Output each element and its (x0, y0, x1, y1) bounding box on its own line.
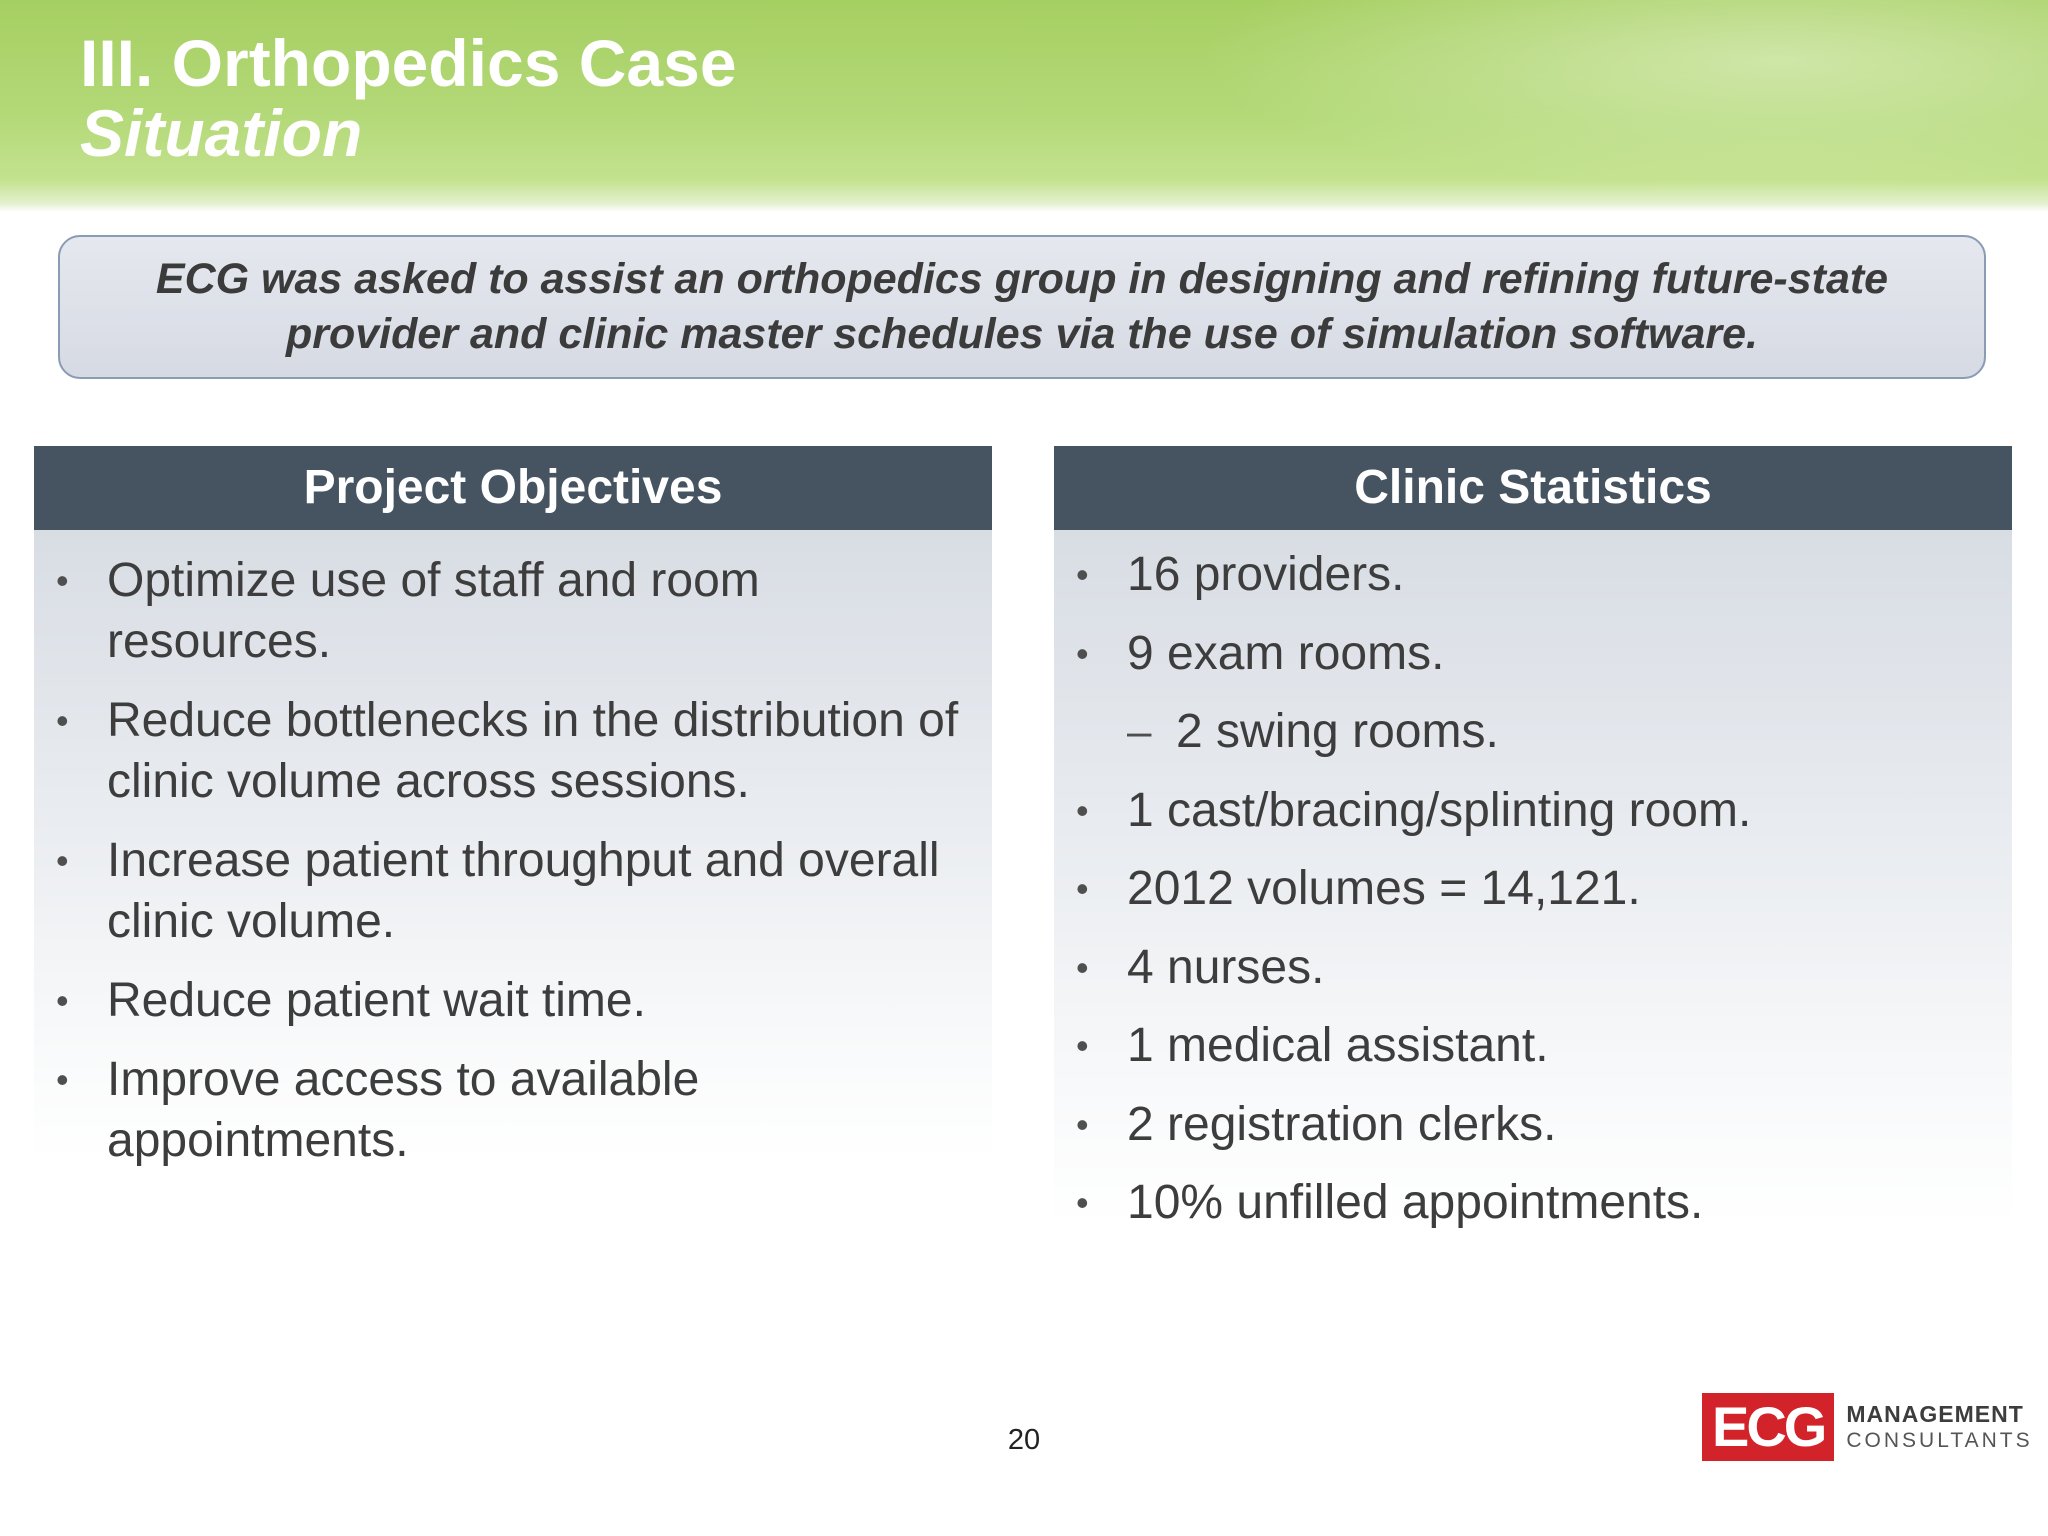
list-item (34, 970, 992, 1031)
project-objectives-heading: Project Objectives (34, 446, 992, 530)
statistic-text: 1 medical assistant. (1127, 1019, 1549, 1072)
list-item (1054, 1094, 2012, 1155)
statistic-text: 10% unfilled appointments. (1127, 1176, 1704, 1229)
bullet-icon: • (1076, 632, 1089, 674)
ecg-logo-mark: ECG (1702, 1393, 1834, 1461)
clinic-statistics-body (1054, 530, 2012, 1229)
list-item (1054, 858, 2012, 919)
logo-word-consultants: CONSULTANTS (1846, 1429, 2033, 1452)
bullet-icon: • (1076, 1025, 1089, 1066)
summary-box (58, 235, 1986, 379)
project-objectives-panel (34, 446, 992, 1167)
ecg-logo (1702, 1393, 2033, 1461)
slide-title (80, 28, 737, 168)
clinic-statistics-heading: Clinic Statistics (1054, 446, 2012, 530)
statistic-text: 16 providers. (1127, 548, 1405, 601)
statistic-text: 4 nurses. (1127, 940, 1325, 994)
list-item (34, 830, 992, 952)
bullet-icon: • (1076, 789, 1089, 831)
list-item (1054, 1015, 2012, 1076)
bullet-icon: • (1076, 1182, 1089, 1223)
statistic-text: 9 exam rooms. (1127, 626, 1445, 680)
statistic-text: 1 cast/bracing/splinting room. (1127, 783, 1752, 837)
bullet-icon: • (1076, 554, 1089, 595)
statistic-text: 2 registration clerks. (1127, 1097, 1557, 1151)
clinic-statistics-panel (1054, 446, 2012, 1229)
objective-text: Reduce bottlenecks in the distribution of clinic volume across sessions. (107, 694, 959, 808)
bullet-icon: • (56, 700, 69, 741)
list-item (1054, 1172, 2012, 1233)
bullet-icon: • (1076, 868, 1089, 909)
list-item (1054, 937, 2012, 998)
list-item (1054, 544, 2012, 605)
objective-text: Improve access to available appointments. (107, 1053, 700, 1167)
bullet-icon: • (56, 840, 69, 881)
header-sheen (1148, 0, 2048, 200)
statistic-text: 2012 volumes = 14,121. (1127, 862, 1641, 915)
clinic-statistics-list (1054, 544, 2012, 1233)
slide-title-text: III. Orthopedics Case (80, 26, 737, 100)
list-item (1054, 780, 2012, 841)
objective-text: Increase patient throughput and overall clinic volume. (107, 834, 940, 948)
list-item (1054, 701, 2012, 762)
bullet-icon: • (56, 980, 69, 1021)
objective-text: Optimize use of staff and room resources. (107, 554, 760, 668)
list-item (1054, 623, 2012, 684)
list-item (34, 690, 992, 812)
bullet-icon: • (1076, 946, 1089, 988)
logo-word-management: MANAGEMENT (1846, 1401, 2024, 1427)
page-number: 20 (1007, 1424, 1041, 1456)
bullet-icon: • (1076, 1103, 1089, 1145)
bullet-icon: • (56, 560, 69, 601)
statistic-text: 2 swing rooms. (1176, 705, 1499, 758)
objective-text: Reduce patient wait time. (107, 974, 646, 1027)
summary-text: ECG was asked to assist an orthopedics group in designing and refining future-state provider and clinic master schedules via the use of simulation software. (155, 255, 1889, 358)
list-item (34, 550, 992, 672)
bullet-icon: • (56, 1059, 69, 1100)
dash-icon: – (1127, 707, 1152, 756)
project-objectives-list (34, 550, 992, 1171)
list-item (34, 1049, 992, 1171)
project-objectives-body (34, 530, 992, 1167)
slide-subtitle: Situation (80, 96, 363, 170)
ecg-logo-words (1846, 1401, 2032, 1453)
